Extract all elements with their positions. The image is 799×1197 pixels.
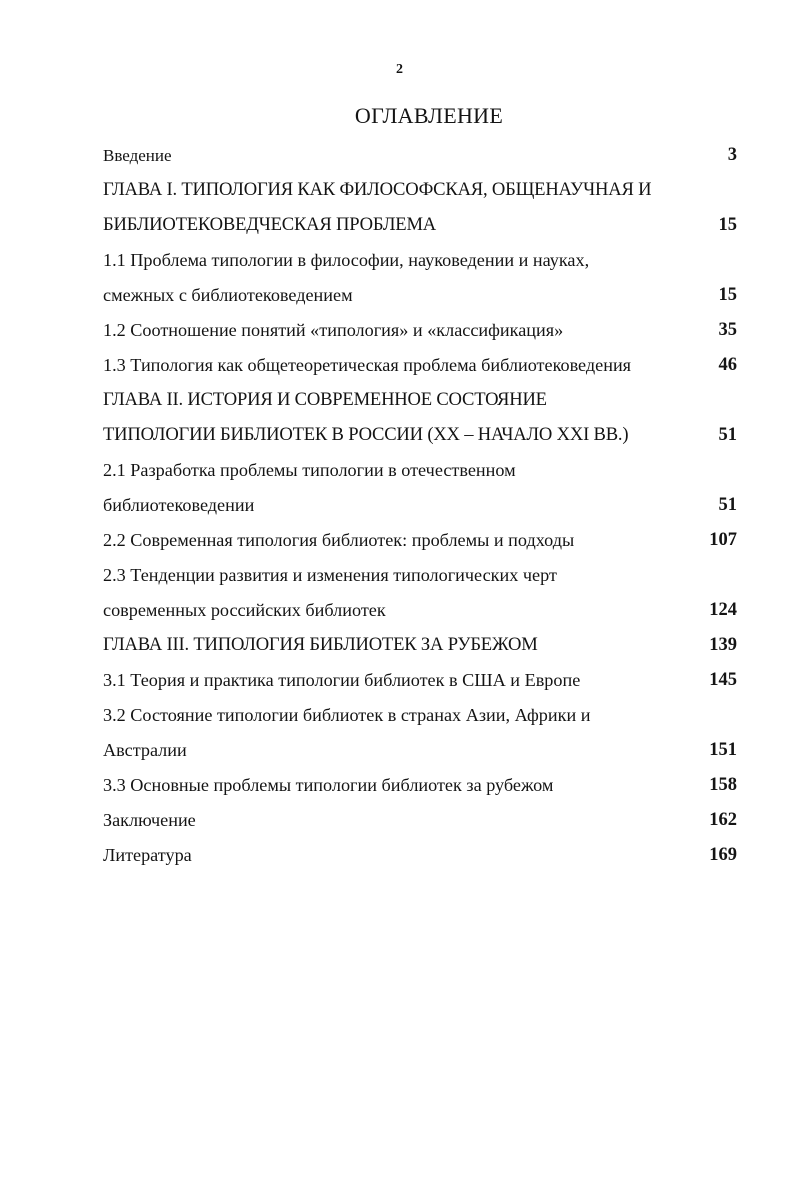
- toc-entry-text: смежных с библиотековедением: [103, 285, 353, 305]
- toc-entry: [103, 416, 737, 450]
- toc-entry: [103, 276, 737, 310]
- toc-entry-text: Введение: [103, 146, 172, 165]
- toc-entry-text: ТИПОЛОГИИ БИБЛИОТЕК В РОССИИ (XX – НАЧАЛО XXI ВВ.): [103, 424, 629, 445]
- toc-entry-page: 107: [709, 530, 737, 550]
- toc-entry-text: Заключение: [103, 810, 196, 830]
- toc-entry-page: 139: [709, 635, 737, 655]
- toc-entry-page: 46: [718, 355, 737, 375]
- toc-entry-text: 3.2 Состояние типологии библиотек в странах Азии, Африки и: [103, 705, 591, 725]
- toc-entry-text: Литература: [103, 845, 192, 865]
- toc-entry-text: 2.3 Тенденции развития и изменения типологических черт: [103, 565, 557, 585]
- toc-title: ОГЛАВЛЕНИЕ: [354, 103, 504, 128]
- page-number: 2: [396, 62, 403, 77]
- toc-entry-page: 145: [709, 670, 737, 690]
- toc-entry: [103, 171, 737, 205]
- toc-entry-text: 2.2 Современная типология библиотек: проблемы и подходы: [103, 530, 575, 550]
- toc-entry-page: 151: [709, 740, 737, 760]
- toc-entry-text: 2.1 Разработка проблемы типологии в отечественном: [103, 460, 516, 480]
- toc-entry-text: 1.2 Соотношение понятий «типология» и «классификация»: [103, 320, 564, 340]
- toc-entry: [103, 801, 737, 835]
- toc-entry: [103, 241, 737, 275]
- toc-entry-text: БИБЛИОТЕКОВЕДЧЕСКАЯ ПРОБЛЕМА: [103, 214, 437, 235]
- toc-entry: [103, 136, 737, 170]
- toc-entry: [103, 591, 737, 625]
- toc-entry: [103, 661, 737, 695]
- toc-entry-page: 3: [727, 145, 737, 165]
- toc-entry-page: 169: [709, 845, 737, 865]
- toc-entry-text: 1.1 Проблема типологии в философии, науковедении и науках,: [103, 250, 590, 270]
- toc-entry: [103, 486, 737, 520]
- toc-entry-page: 124: [709, 600, 737, 620]
- toc-entry: [103, 626, 737, 660]
- toc-entry-text: 1.3 Типология как общетеоретическая проблема библиотековедения: [103, 355, 632, 375]
- toc-entry: [103, 346, 737, 380]
- toc-entry: [103, 766, 737, 800]
- toc-entry: [103, 836, 737, 870]
- toc-entry-text: 3.1 Теория и практика типологии библиотек в США и Европе: [103, 670, 581, 690]
- toc-entry-text: ГЛАВА III. ТИПОЛОГИЯ БИБЛИОТЕК ЗА РУБЕЖОМ: [103, 634, 538, 655]
- toc-entry-text: Австралии: [103, 740, 187, 760]
- toc-entry-page: 162: [709, 810, 737, 830]
- toc-entry: [103, 381, 737, 415]
- toc-entry-text: библиотековедении: [103, 495, 255, 515]
- toc-entry: [103, 696, 737, 730]
- toc-entry: [103, 451, 737, 485]
- toc-entry-page: 158: [709, 775, 737, 795]
- toc-entry-text: ГЛАВА II. ИСТОРИЯ И СОВРЕМЕННОЕ СОСТОЯНИЕ: [103, 389, 547, 410]
- toc-entry-page: 15: [718, 215, 737, 235]
- toc-entry-text: современных российских библиотек: [103, 600, 386, 620]
- toc-entry-page: 51: [718, 425, 737, 445]
- toc-entry-text: ГЛАВА I. ТИПОЛОГИЯ КАК ФИЛОСОФСКАЯ, ОБЩЕНАУЧНАЯ И: [103, 179, 652, 200]
- toc-entry-text: 3.3 Основные проблемы типологии библиотек за рубежом: [103, 775, 554, 795]
- toc-entry: [103, 556, 737, 590]
- toc-entry-page: 15: [718, 285, 737, 305]
- toc-entry: [103, 206, 737, 240]
- toc-entry-page: 51: [718, 495, 737, 515]
- toc-entry: [103, 521, 737, 555]
- toc-entry: [103, 731, 737, 765]
- toc-entry: [103, 311, 737, 345]
- toc-entry-page: 35: [718, 320, 737, 340]
